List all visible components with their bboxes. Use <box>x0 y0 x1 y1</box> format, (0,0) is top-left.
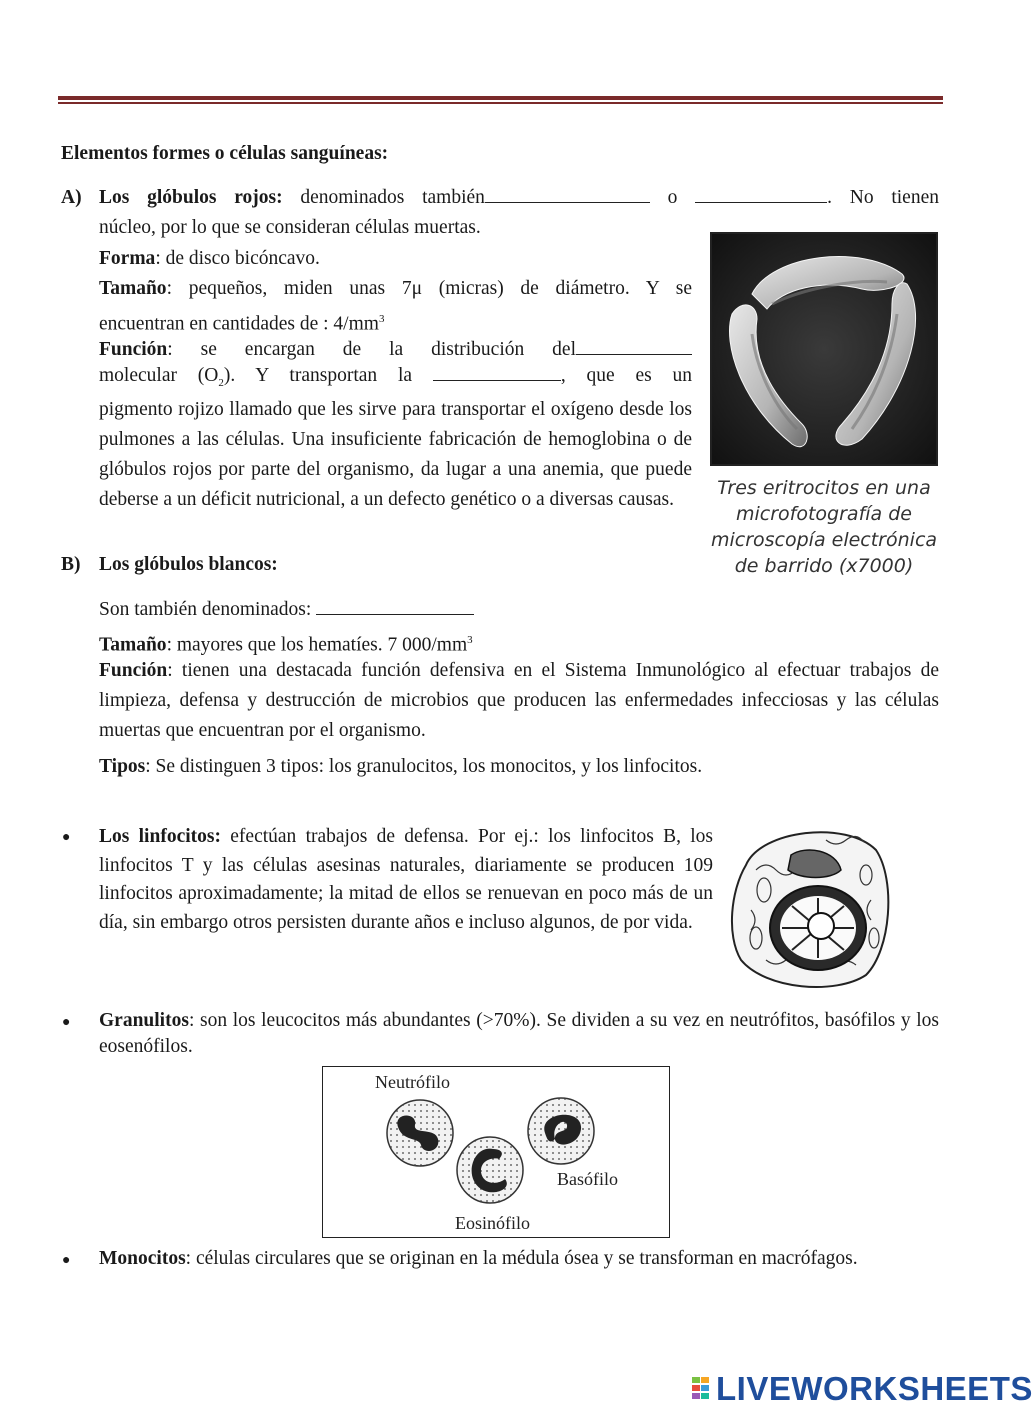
linfocitos-paragraph: Los linfocitos: efectúan trabajos de defensa. Por ej.: los linfocitos B, los linfocitos T y las células asesinas naturales, diariamente se producen 109 linfocitos aproximadamente; la mitad de ellos se renuevan en poco más de un día, sin embargo otros persisten durante años e incluso algunos, de por vida. <box>99 826 714 933</box>
forma-line: Forma: de disco bicóncavo. <box>99 248 320 269</box>
header-rule-thin <box>58 102 943 104</box>
granulocytes-figure <box>322 1066 670 1238</box>
lymphocyte-image <box>726 820 891 990</box>
tamano-line2: encuentran en cantidades de : $4/mm^3$ <box>99 313 385 335</box>
denominados-line: Son también denominados: <box>99 595 474 625</box>
liveworksheets-logo-icon <box>692 1377 710 1399</box>
b-funcion-paragraph: Función: tienen una destacada función defensiva en el Sistema Inmunológico al efectuar trabajos de limpieza, defensa y destrucción de microbios que producen las enfermedades infecciosas y las células muertas que encuentran por el organismo. <box>99 660 939 741</box>
bullet: ● <box>62 1253 71 1268</box>
blank-input[interactable] <box>485 188 650 203</box>
blank-input[interactable] <box>433 366 561 381</box>
tamano-line1: Tamaño: pequeños, miden unas 7μ (micras) de diámetro. Y se <box>99 278 692 299</box>
blank-input[interactable] <box>576 340 692 355</box>
basofilo-label: Basófilo <box>557 1169 618 1189</box>
monocitos-paragraph: Monocitos: células circulares que se originan en la médula ósea y se transforman en macrófagos. <box>99 1248 858 1269</box>
section-a-intro-line2: núcleo, por lo que se consideran células muertas. <box>99 217 481 238</box>
section-title: Elementos formes o células sanguíneas: <box>61 143 389 164</box>
funcion-paragraph: pigmento rojizo llamado que les sirve para transportar el oxígeno desde los pulmones a las células. Una insuficiente fabricación de hemoglobina o de glóbulos rojos por parte del organismo, da lugar a una anemia, que puede deberse a un déficit nutricional, a un defecto genético o a diversas causas. <box>99 399 692 510</box>
blank-input[interactable] <box>695 188 827 203</box>
tipos-line: Tipos: Se distinguen 3 tipos: los granulocitos, los monocitos, y los linfocitos. <box>99 756 703 777</box>
header-rule <box>58 96 943 100</box>
lymphocyte-illustration <box>726 820 891 990</box>
b-tamano-line: Tamaño: mayores que los hematíes. 7 $000/mm^3$ <box>99 634 473 656</box>
eosinofilo-label: Eosinófilo <box>455 1213 530 1233</box>
section-b-title: Los glóbulos blancos: <box>99 554 278 575</box>
bullet: ● <box>62 830 71 845</box>
section-a-marker: A) <box>61 187 82 208</box>
funcion-line1: Función: se encargan de la distribución del <box>99 335 692 365</box>
erythrocytes-caption: Tres eritrocitos en una microfotografía de microscopía electrónica de barrido (x7000) <box>710 477 938 577</box>
funcion-line2: molecular $(O_2)$. Y transportan la , que es un <box>99 365 692 389</box>
section-a-intro: Los glóbulos rojos: denominados también o . No tienen <box>99 187 939 208</box>
erythrocytes-illustration <box>712 234 936 464</box>
bullet: ● <box>62 1015 71 1030</box>
neutrofilo-label: Neutrófilo <box>375 1072 450 1092</box>
granulitos-paragraph: Granulitos: son los leucocitos más abundantes (>70%). Se dividen a su vez en neutrófitos, basófilos y los eosenófilos. <box>99 1010 939 1057</box>
blank-input[interactable] <box>316 600 474 615</box>
liveworksheets-brand[interactable]: LIVEWORKSHEETS <box>716 1370 1033 1407</box>
section-b-marker: B) <box>61 554 81 575</box>
erythrocytes-image <box>710 232 938 466</box>
